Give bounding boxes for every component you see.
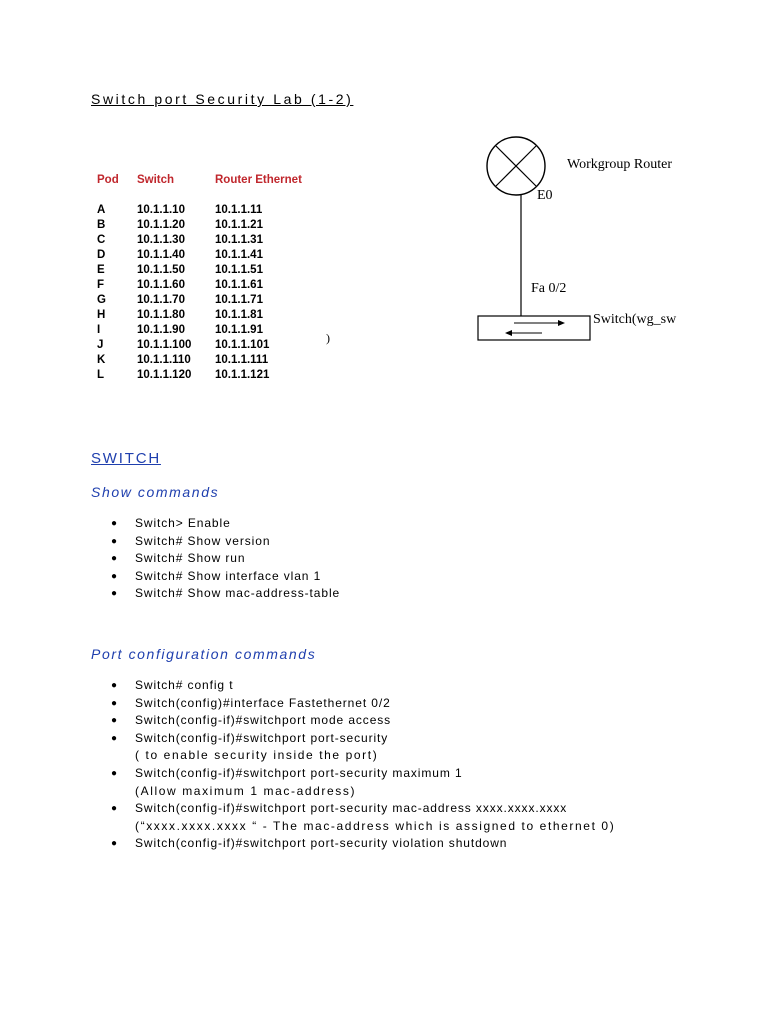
command-list-item [91,568,340,586]
router-ip-cell: 10.1.1.41 [215,249,263,261]
command-list-item [91,712,615,730]
pod-table-body [97,188,335,383]
switch-ip-cell: 10.1.1.20 [137,219,185,231]
switch-ip-cell: 10.1.1.120 [137,369,192,381]
bullet-icon: ● [111,535,118,547]
command-list-item [91,835,615,853]
command-text: Switch# Show mac-address-table [135,586,341,601]
switch-label: Switch(wg_sw [593,312,677,327]
page-title: Switch port Security Lab (1-2) [91,91,354,107]
command-list-item [91,695,615,713]
switch-ip-cell: 10.1.1.70 [137,294,185,306]
command-text: Switch(config-if)#switchport mode access [135,713,392,728]
command-text: Switch(config-if)#switchport port-security [135,730,389,745]
router-ip-cell: 10.1.1.81 [215,309,263,321]
router-ip-cell: 10.1.1.91 [215,324,263,336]
table-row [97,233,335,248]
command-list-item [91,550,340,568]
command-text: Switch# config t [135,678,234,692]
pod-table [97,173,335,383]
router-ip-cell: 10.1.1.111 [215,354,269,366]
bullet-icon: ● [111,767,118,779]
bullet-icon: ● [111,680,118,691]
table-row [97,338,335,353]
command-list-item [91,765,615,800]
table-row [97,353,335,368]
router-ip-cell: 10.1.1.21 [215,219,263,231]
pod-cell: C [97,234,106,246]
network-diagram [470,135,710,350]
pod-cell: D [97,249,106,261]
command-text: Switch(config-if)#switchport port-security mac-address xxxx.xxxx.xxxx [135,801,568,816]
command-list-item [91,515,340,533]
command-list-item [91,677,615,695]
pod-cell: G [97,294,106,306]
router-ip-cell: 10.1.1.61 [215,279,263,291]
switch-ip-cell: 10.1.1.10 [137,204,185,216]
switch-ip-cell: 10.1.1.40 [137,249,185,261]
table-row [97,248,335,263]
pod-cell: K [97,354,106,366]
command-text: Switch(config)#interface Fastethernet 0/2 [135,695,391,710]
switch-ip-cell: 10.1.1.30 [137,234,185,246]
switch-ip-cell: 10.1.1.100 [137,339,192,351]
command-text: Switch# Show interface vlan 1 [135,568,322,583]
router-ip-cell: 10.1.1.71 [215,294,263,306]
bullet-icon: ● [111,803,118,815]
command-list-item [91,730,615,765]
bullet-icon: ● [111,697,118,709]
pod-cell: A [97,204,106,216]
command-text: Switch> Enable [135,516,231,530]
table-row [97,368,335,383]
command-list-item [91,533,340,551]
router-port-label: E0 [537,188,553,203]
port-config-heading: Port configuration commands [91,646,317,662]
table-row [97,278,335,293]
switch-ip-cell: 10.1.1.90 [137,324,185,336]
switch-port-label: Fa 0/2 [531,281,567,296]
port-config-list [91,677,615,853]
command-list-item [91,800,615,835]
command-note: (“xxxx.xxxx.xxxx “ - The mac-address which is assigned to ethernet 0) [135,818,616,833]
router-ip-cell: 10.1.1.51 [215,264,263,276]
table-row [97,323,335,338]
switch-ip-cell: 10.1.1.60 [137,279,185,291]
pod-cell: J [97,339,104,351]
column-header-pod: Pod [97,174,119,186]
switch-icon [478,316,590,340]
bullet-icon: ● [111,588,118,600]
command-text: Switch# Show run [135,551,246,566]
table-row [97,203,335,218]
table-row [97,263,335,278]
switch-ip-cell: 10.1.1.110 [137,354,191,366]
column-header-switch: Switch [137,174,175,186]
show-commands-heading: Show commands [91,484,220,500]
bullet-icon: ● [111,838,118,850]
router-icon [487,137,545,195]
switch-ip-cell: 10.1.1.50 [137,264,185,276]
stray-parenthesis: ) [326,331,330,345]
column-header-router-ethernet: Router Ethernet [215,174,302,186]
pod-cell: H [97,309,106,321]
pod-cell: E [97,264,105,276]
router-ip-cell: 10.1.1.101 [215,339,270,351]
bullet-icon: ● [111,732,118,744]
show-commands-list [91,515,340,603]
pod-cell: L [97,369,105,381]
pod-cell: B [97,219,106,231]
table-row [97,293,335,308]
pod-cell: F [97,279,105,291]
bullet-icon: ● [111,518,118,529]
table-spacer-row [97,188,335,203]
command-list-item [91,585,340,603]
pod-cell: I [97,324,101,336]
command-text: Switch(config-if)#switchport port-security violation shutdown [135,836,508,851]
command-note: (Allow maximum 1 mac-address) [135,783,357,798]
command-text: Switch# Show version [135,533,271,548]
router-label: Workgroup Router [567,157,673,172]
command-text: Switch(config-if)#switchport port-security maximum 1 [135,765,463,780]
table-row [97,218,335,233]
router-ip-cell: 10.1.1.31 [215,234,263,246]
switch-ip-cell: 10.1.1.80 [137,309,185,321]
section-heading-switch: SWITCH [91,450,161,467]
table-row [97,308,335,323]
bullet-icon: ● [111,570,118,582]
router-ip-cell: 10.1.1.11 [215,204,263,216]
command-note: ( to enable security inside the port) [135,748,379,763]
bullet-icon: ● [111,553,118,565]
router-ip-cell: 10.1.1.121 [215,369,270,381]
bullet-icon: ● [111,715,118,727]
